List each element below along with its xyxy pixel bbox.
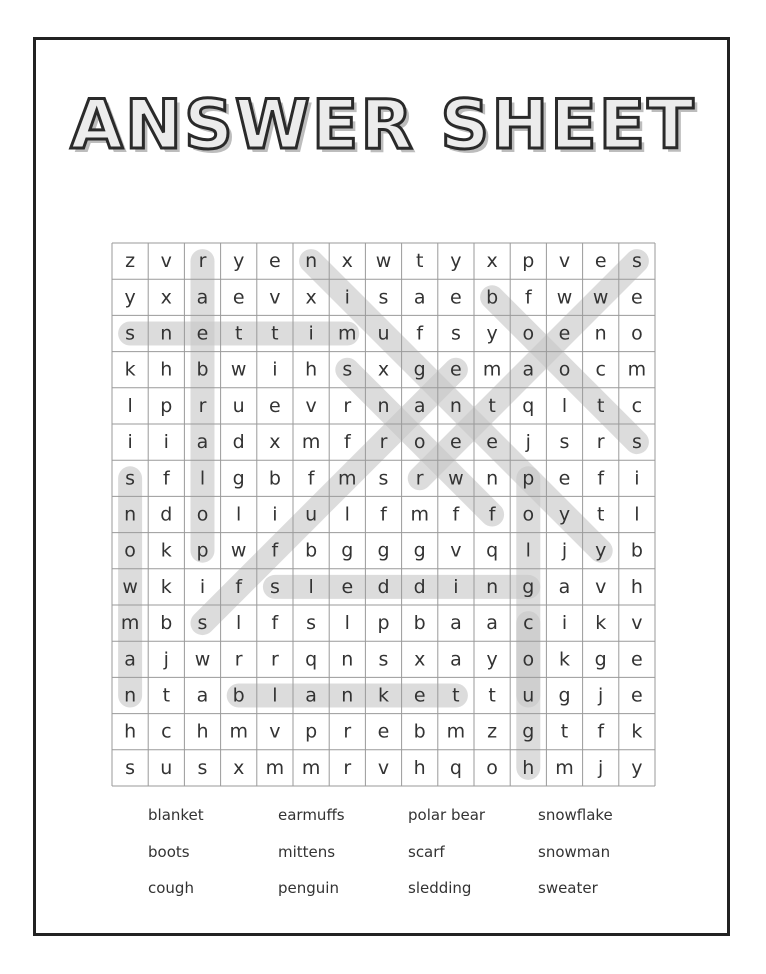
grid-cell[interactable]: k [558, 648, 571, 671]
grid-cell[interactable]: j [561, 539, 568, 562]
grid-cell[interactable]: k [595, 612, 607, 635]
grid-cell[interactable]: x [305, 286, 317, 309]
grid-cell[interactable]: m [120, 612, 140, 635]
grid-cell[interactable]: w [556, 286, 573, 309]
grid-cell[interactable]: b [196, 358, 209, 381]
grid-cell[interactable]: s [197, 612, 208, 635]
grid-cell[interactable]: l [344, 503, 350, 526]
grid-cell[interactable]: t [488, 394, 496, 417]
grid-cell[interactable]: b [305, 539, 318, 562]
grid-cell[interactable]: v [377, 756, 390, 779]
grid-cell[interactable]: q [305, 648, 318, 671]
grid-cell[interactable]: m [301, 431, 321, 454]
grid-cell[interactable]: t [488, 684, 496, 707]
grid-cell[interactable]: e [269, 394, 281, 417]
grid-cell[interactable]: y [486, 648, 498, 671]
grid-cell[interactable]: l [344, 612, 350, 635]
grid-cell[interactable]: n [124, 684, 137, 707]
grid-cell[interactable]: i [272, 503, 278, 526]
grid-cell[interactable]: y [595, 539, 607, 562]
grid-cell[interactable]: b [160, 612, 173, 635]
grid-cell[interactable]: o [558, 358, 571, 381]
grid-cell[interactable]: m [229, 720, 248, 743]
grid-cell[interactable]: h [413, 756, 426, 779]
grid-cell[interactable]: e [450, 286, 462, 309]
grid-cell[interactable]: x [269, 431, 281, 454]
grid-cell[interactable]: h [196, 720, 209, 743]
grid-cell[interactable]: e [631, 684, 643, 707]
grid-cell[interactable]: x [414, 648, 426, 671]
grid-cell[interactable]: e [558, 467, 571, 490]
grid-cell[interactable]: d [232, 431, 245, 454]
grid-cell[interactable]: o [196, 503, 209, 526]
grid-cell[interactable]: g [377, 539, 390, 562]
grid-cell[interactable]: l [561, 394, 568, 417]
grid-cell[interactable]: g [341, 539, 354, 562]
grid-cell[interactable]: c [523, 612, 534, 635]
grid-cell[interactable]: u [160, 756, 173, 779]
grid-cell[interactable]: d [377, 575, 390, 598]
grid-cell[interactable]: c [631, 394, 643, 417]
grid-cell[interactable]: a [124, 648, 136, 671]
grid-cell[interactable]: s [378, 648, 389, 671]
grid-cell[interactable]: u [305, 503, 318, 526]
grid-cell[interactable]: k [160, 575, 172, 598]
grid-cell[interactable]: k [124, 358, 136, 381]
grid-cell[interactable]: i [634, 467, 640, 490]
grid-cell[interactable]: s [125, 467, 136, 490]
grid-cell[interactable]: w [194, 648, 211, 671]
grid-cell[interactable]: f [271, 539, 279, 562]
grid-cell[interactable]: i [163, 431, 169, 454]
grid-cell[interactable]: r [198, 394, 207, 417]
grid-cell[interactable]: x [377, 358, 390, 381]
grid-cell[interactable]: f [416, 322, 424, 345]
grid-cell[interactable]: t [234, 322, 243, 345]
grid-letters [121, 250, 646, 779]
grid-cell[interactable]: e [269, 250, 281, 273]
grid-cell[interactable]: i [561, 612, 568, 635]
grid-cell[interactable]: y [558, 503, 571, 526]
grid-cell[interactable]: s [197, 756, 208, 779]
grid-cell[interactable]: g [232, 467, 245, 490]
grid-cell[interactable]: e [450, 431, 462, 454]
grid-cell[interactable]: m [555, 756, 574, 779]
grid-cell[interactable]: l [308, 575, 314, 598]
grid-cell[interactable]: h [522, 756, 535, 779]
grid-cell[interactable]: l [272, 684, 278, 707]
grid-cell[interactable]: e [450, 358, 462, 381]
grid-cell[interactable]: t [162, 684, 171, 707]
grid-cell[interactable]: i [344, 286, 350, 309]
grid-cell[interactable]: x [486, 250, 498, 273]
grid-cell[interactable]: a [196, 286, 209, 309]
grid-cell[interactable]: s [631, 431, 642, 454]
grid-cell[interactable]: h [630, 575, 643, 598]
grid-cell[interactable]: v [558, 250, 571, 273]
grid-cell[interactable]: h [160, 358, 173, 381]
grid-cell[interactable]: f [597, 467, 605, 490]
grid-cell[interactable]: a [522, 358, 535, 381]
grid-cell[interactable]: n [160, 322, 173, 345]
grid-cell[interactable]: r [234, 648, 243, 671]
grid-cell[interactable]: o [522, 322, 535, 345]
grid-cell[interactable]: n [377, 394, 390, 417]
grid-cell[interactable]: m [265, 756, 285, 779]
grid-cell[interactable]: x [233, 756, 245, 779]
grid-cell[interactable]: i [199, 575, 206, 598]
grid-cell[interactable]: w [230, 539, 247, 562]
grid-cell[interactable]: b [232, 684, 245, 707]
grid-cell[interactable]: g [522, 720, 535, 743]
grid-cell[interactable]: u [232, 394, 245, 417]
grid-cell[interactable]: e [558, 322, 571, 345]
grid-cell[interactable]: t [271, 322, 279, 345]
grid-cell[interactable]: b [486, 286, 499, 309]
word-list-item: blanket [148, 806, 204, 824]
grid-cell[interactable]: p [377, 612, 390, 635]
grid-cell[interactable]: s [269, 575, 280, 598]
grid-cell[interactable]: p [160, 394, 173, 417]
grid-cell[interactable]: s [378, 286, 389, 309]
grid-cell[interactable]: v [450, 539, 462, 562]
grid-cell[interactable]: q [522, 394, 535, 417]
grid-cell[interactable]: m [482, 358, 502, 381]
grid-cell[interactable]: a [305, 684, 317, 707]
grid-cell[interactable]: a [486, 612, 498, 635]
grid-cell[interactable]: h [305, 358, 318, 381]
grid-cell[interactable]: n [341, 684, 354, 707]
grid-cell[interactable]: y [450, 250, 462, 273]
grid-cell[interactable]: l [127, 394, 133, 417]
grid-cell[interactable]: e [196, 322, 209, 345]
grid-cell[interactable]: f [524, 286, 532, 309]
word-list-item: mittens [278, 843, 336, 861]
grid-cell[interactable]: a [450, 612, 462, 635]
grid-cell[interactable]: f [271, 612, 279, 635]
grid-cell[interactable]: l [236, 503, 242, 526]
grid-cell[interactable]: n [305, 250, 318, 273]
grid-cell[interactable]: w [592, 286, 609, 309]
grid-cell[interactable]: f [235, 575, 243, 598]
grid-cell[interactable]: t [452, 684, 460, 707]
grid-cell[interactable]: n [594, 322, 607, 345]
grid-cell[interactable]: s [631, 250, 642, 273]
grid-cell[interactable]: e [631, 286, 643, 309]
grid-cell[interactable]: w [122, 575, 138, 598]
grid-cell[interactable]: r [270, 648, 279, 671]
grid-cell[interactable]: a [196, 431, 209, 454]
grid-cell[interactable]: f [452, 503, 460, 526]
page-title: ANSWER SHEET [70, 86, 696, 165]
grid-cell[interactable]: l [236, 612, 242, 635]
grid-cell[interactable]: s [342, 358, 353, 381]
grid-cell[interactable]: b [413, 612, 426, 635]
word-list-item: polar bear [408, 806, 486, 824]
grid-cell[interactable]: e [486, 431, 498, 454]
grid-cell[interactable]: a [196, 684, 209, 707]
word-list-item: penguin [278, 879, 339, 897]
grid-cell[interactable]: t [596, 503, 605, 526]
grid-cell[interactable]: m [446, 720, 466, 743]
grid-cell[interactable]: e [413, 684, 426, 707]
grid-cell[interactable]: m [301, 756, 321, 779]
grid-cell[interactable]: f [488, 503, 496, 526]
grid-cell[interactable]: o [522, 503, 535, 526]
grid-cell[interactable]: s [450, 322, 461, 345]
grid-cell[interactable]: l [634, 503, 640, 526]
grid-cell[interactable]: i [127, 431, 133, 454]
grid-cell[interactable]: k [377, 684, 390, 707]
grid-cell[interactable]: g [413, 539, 426, 562]
grid-cell[interactable]: g [413, 358, 426, 381]
grid-cell[interactable]: v [160, 250, 172, 273]
grid-cell[interactable]: n [486, 467, 499, 490]
grid-cell[interactable]: p [522, 467, 535, 490]
grid-cell[interactable]: t [596, 394, 605, 417]
grid-cell[interactable]: p [305, 720, 318, 743]
grid-cell[interactable]: q [486, 539, 499, 562]
grid-cell[interactable]: g [558, 684, 571, 707]
grid-cell[interactable]: b [413, 720, 426, 743]
grid-cell[interactable]: a [558, 575, 571, 598]
word-list-item: cough [148, 879, 194, 897]
grid-cell[interactable]: a [413, 394, 426, 417]
grid-cell[interactable]: o [413, 431, 426, 454]
grid-cell[interactable]: b [268, 467, 281, 490]
grid-cell[interactable]: d [160, 503, 173, 526]
grid-cell[interactable]: o [486, 756, 498, 779]
grid-cell[interactable]: h [124, 720, 137, 743]
grid-cell[interactable]: j [163, 648, 169, 671]
grid-cell[interactable]: w [375, 250, 392, 273]
grid-cell[interactable]: y [124, 286, 136, 309]
grid-cell[interactable]: i [308, 322, 314, 345]
grid-cell[interactable]: s [378, 467, 389, 490]
grid-cell[interactable]: o [522, 648, 535, 671]
grid-cell[interactable]: r [596, 431, 605, 454]
grid-cell[interactable]: a [450, 648, 462, 671]
grid-cell[interactable]: m [338, 322, 357, 345]
grid-cell[interactable]: t [415, 250, 424, 273]
grid-cell[interactable]: u [522, 684, 535, 707]
grid-cell[interactable]: r [415, 467, 424, 490]
grid-cell[interactable]: k [631, 720, 643, 743]
grid-cell[interactable]: j [525, 431, 531, 454]
word-list-item: snowman [538, 843, 611, 861]
grid-cell[interactable]: v [631, 612, 643, 635]
grid-cell[interactable]: r [343, 720, 352, 743]
grid-cell[interactable]: b [630, 539, 643, 562]
grid-cell[interactable]: v [269, 720, 281, 743]
word-list-item: boots [148, 843, 190, 861]
grid-cell[interactable]: y [631, 756, 643, 779]
grid-cell[interactable]: e [232, 286, 245, 309]
grid-cell[interactable]: f [343, 431, 351, 454]
grid-cell[interactable]: c [595, 358, 606, 381]
grid-cell[interactable]: e [594, 250, 607, 273]
grid-cell[interactable]: y [486, 322, 498, 345]
grid-cell[interactable]: p [196, 539, 209, 562]
grid-cell[interactable]: w [230, 358, 247, 381]
grid-cell[interactable]: u [377, 322, 390, 345]
grid-cell[interactable]: z [487, 720, 498, 743]
grid-cell[interactable]: s [125, 756, 136, 779]
grid-cell[interactable]: f [307, 467, 315, 490]
grid-cell[interactable]: i [272, 358, 278, 381]
grid-cell[interactable]: m [410, 503, 429, 526]
word-list-item: earmuffs [278, 806, 345, 824]
grid-cell[interactable]: e [341, 575, 354, 598]
word-list-item: scarf [408, 843, 445, 861]
grid-cell[interactable]: g [522, 575, 535, 598]
word-list-item: sledding [408, 879, 472, 897]
grid-cell[interactable]: s [306, 612, 317, 635]
grid-cell[interactable]: x [160, 286, 172, 309]
grid-cell[interactable]: n [124, 503, 137, 526]
grid-cell[interactable]: d [413, 575, 426, 598]
grid-cell[interactable]: e [377, 720, 390, 743]
grid-cell[interactable]: q [449, 756, 462, 779]
grid-cell[interactable]: e [631, 648, 643, 671]
grid-cell[interactable]: l [525, 539, 531, 562]
grid-cell[interactable]: r [198, 250, 207, 273]
grid-cell[interactable]: j [598, 756, 604, 779]
grid-cell[interactable]: p [522, 250, 535, 273]
grid-cell[interactable]: i [453, 575, 459, 598]
grid-cell[interactable]: l [199, 467, 206, 490]
grid-cell[interactable]: f [597, 720, 605, 743]
grid-cell[interactable]: f [162, 467, 170, 490]
grid-cell[interactable]: n [449, 394, 462, 417]
grid-cell[interactable]: r [343, 756, 352, 779]
grid-cell[interactable]: n [486, 575, 499, 598]
grid-cell[interactable]: c [161, 720, 172, 743]
grid-cell[interactable]: j [598, 684, 604, 707]
grid-cell[interactable]: m [627, 358, 647, 381]
grid-cell[interactable]: v [305, 394, 317, 417]
grid-cell[interactable]: z [125, 250, 136, 273]
grid-cell[interactable]: g [594, 648, 607, 671]
grid-cell[interactable]: k [160, 539, 172, 562]
grid-cell[interactable]: s [559, 431, 570, 454]
grid-cell[interactable]: r [379, 431, 388, 454]
grid-cell[interactable]: f [380, 503, 387, 526]
grid-cell[interactable]: o [124, 539, 136, 562]
grid-cell[interactable]: r [343, 394, 352, 417]
grid-cell[interactable]: a [413, 286, 426, 309]
grid-cell[interactable]: s [125, 322, 136, 345]
word-list-item: sweater [538, 879, 598, 897]
grid-cell[interactable]: o [631, 322, 643, 345]
grid-cell[interactable]: v [269, 286, 281, 309]
grid-cell[interactable]: v [595, 575, 607, 598]
grid-cell[interactable]: m [338, 467, 357, 490]
word-list-item: snowflake [538, 806, 613, 824]
grid-cell[interactable]: y [233, 250, 245, 273]
grid-cell[interactable]: x [341, 250, 353, 273]
grid-cell[interactable]: w [448, 467, 464, 490]
grid-cell[interactable]: n [341, 648, 354, 671]
grid-cell[interactable]: t [560, 720, 569, 743]
